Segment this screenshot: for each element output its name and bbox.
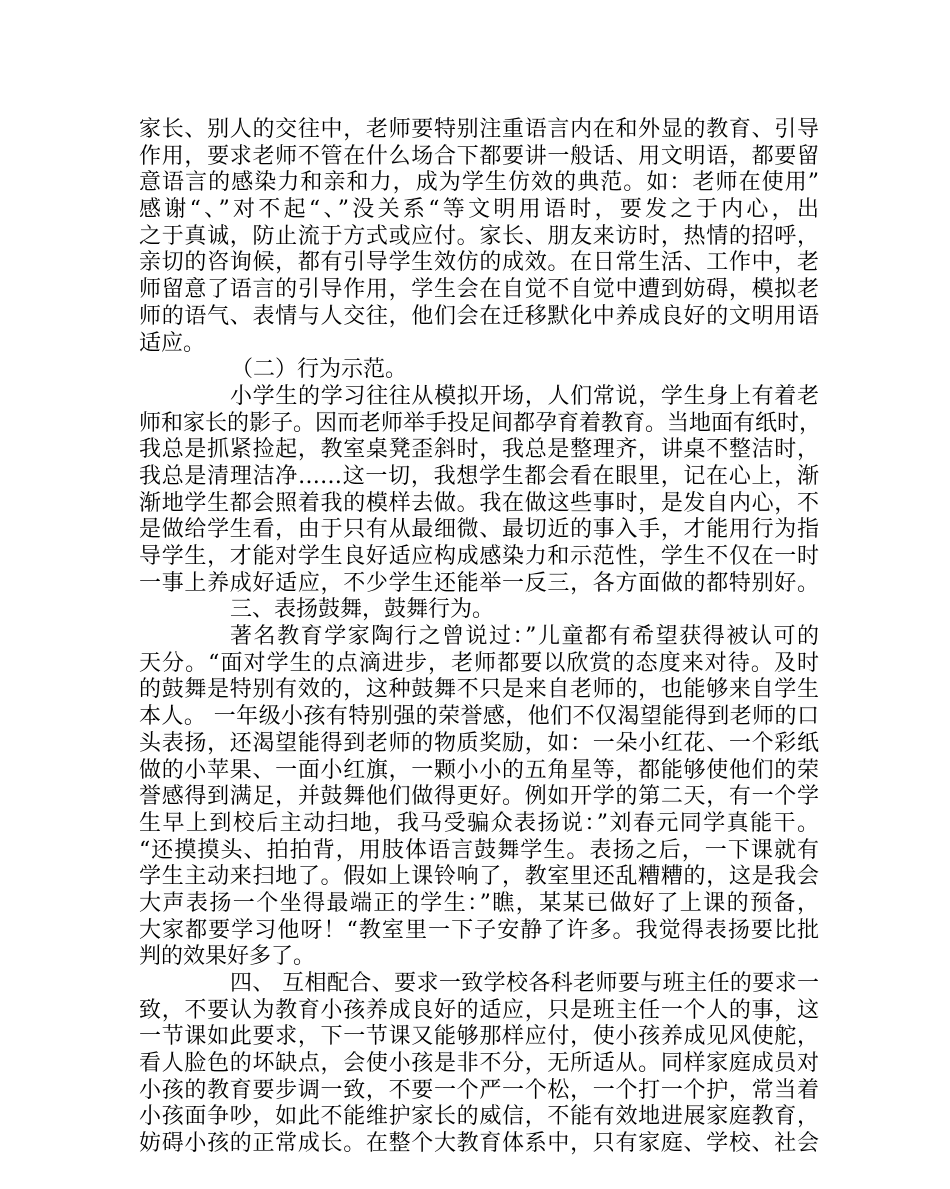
body-text: [139, 117, 822, 1158]
text-line: 本人。 一年级小孩有特别强的荣誉感，他们不仅渴望能得到老师的口: [139, 704, 819, 730]
text-line: 头表扬，还渴望能得到老师的物质奖励，如：一朵小红花、一个彩纸: [139, 730, 819, 756]
text-line: 适应。: [139, 330, 206, 356]
text-line: 亲切的咨询候，都有引导学生效仿的成效。在日常生活、工作中，老: [139, 250, 819, 276]
text-line: 学生主动来扫地了。假如上课铃响了，教室里还乱糟糟的，这是我会: [139, 864, 819, 890]
text-line: 小孩面争吵，如此不能维护家长的威信，不能有效地进展家庭教育，: [139, 1104, 819, 1130]
text-line: 我总是抓紧捡起，教室桌凳歪斜时，我总是整理齐，讲桌不整洁时，: [139, 437, 819, 463]
text-line: 一节课如此要求，下一节课又能够那样应付，使小孩养成见风使舵，: [139, 1024, 819, 1050]
text-line: 誉感得到满足，并鼓舞他们做得更好。例如开学的第二天，有一个学: [139, 784, 819, 810]
text-line: 一事上养成好适应，不少学生还能举一反三，各方面做的都特别好。: [139, 570, 819, 596]
text-line: 小孩的教育要步调一致，不要一个严一个松，一个打一个护，常当着: [139, 1077, 819, 1103]
text-line: 之于真诚，防止流于方式或应付。家长、朋友来访时，热情的招呼，: [139, 223, 819, 249]
text-line: 作用，要求老师不管在什么场合下都要讲一般话、用文明语，都要留: [139, 143, 819, 169]
text-line: 大声表扬一个坐得最端正的学生：”瞧，某某已做好了上课的预备，: [139, 890, 819, 916]
text-line: 师留意了语言的引导作用，学生会在自觉不自觉中遭到妨碍，模拟老: [139, 277, 819, 303]
text-line: 的鼓舞是特别有效的，这种鼓舞不只是来自老师的，也能够来自学生: [139, 677, 819, 703]
text-line: 看人脸色的坏缺点，会使小孩是非不分，无所适从。同样家庭成员对: [139, 1051, 819, 1077]
text-line: 小学生的学习往往从模拟开场，人们常说，学生身上有着老: [230, 383, 819, 409]
text-line: 是做给学生看，由于只有从最细微、最切近的事入手，才能用行为指: [139, 517, 819, 543]
section-heading: 四、 互相配合、要求一致学校各科老师要与班主任的要求一: [230, 971, 819, 996]
text-line: 做的小苹果、一面小红旗，一颗小小的五角星等，都能够使他们的荣: [139, 757, 819, 783]
text-line: 生早上到校后主动扫地，我马受骗众表扬说：”刘春元同学真能干。: [139, 810, 819, 836]
text-line: 致，不要认为教育小孩养成良好的适应，只是班主任一个人的事，这: [139, 997, 819, 1023]
text-line: 感谢“、”对不起“、”没关系“等文明用语时，要发之于内心，出: [139, 197, 819, 223]
text-line: 妨碍小孩的正常成长。在整个大教育体系中，只有家庭、学校、社会: [139, 1131, 819, 1157]
text-line: 我总是清理洁净……这一切，我想学生都会看在眼里，记在心上，渐: [139, 463, 819, 489]
section-heading: （二）行为示范。: [231, 357, 408, 383]
section-heading: 三、表扬鼓舞，鼓舞行为。: [230, 597, 495, 623]
text-line: “还摸摸头、拍拍背，用肢体语言鼓舞学生。表扬之后，一下课就有: [139, 837, 819, 863]
text-line: 天分。“面对学生的点滴进步，老师都要以欣赏的态度来对待。及时: [139, 650, 819, 676]
text-line: 著名教育学家陶行之曾说过：”儿童都有希望获得被认可的: [230, 624, 819, 650]
text-line: 家长、别人的交往中，老师要特别注重语言内在和外显的教育、引导: [139, 117, 819, 142]
text-line: 导学生，才能对学生良好适应构成感染力和示范性，学生不仅在一时: [139, 544, 819, 569]
text-line: 判的效果好多了。: [139, 944, 316, 970]
text-line: 意语言的感染力和亲和力，成为学生仿效的典范。如：老师在使用”: [139, 170, 819, 196]
text-line: 渐地学生都会照着我的模样去做。我在做这些事时，是发自内心，不: [139, 490, 819, 516]
text-line: 大家都要学习他呀！“教室里一下子安静了许多。我觉得表扬要比批: [139, 917, 819, 943]
text-line: 师的语气、表情与人交往，他们会在迁移默化中养成良好的文明用语: [139, 303, 819, 329]
text-line: 师和家长的影子。因而老师举手投足间都孕育着教育。当地面有纸时，: [139, 410, 822, 436]
